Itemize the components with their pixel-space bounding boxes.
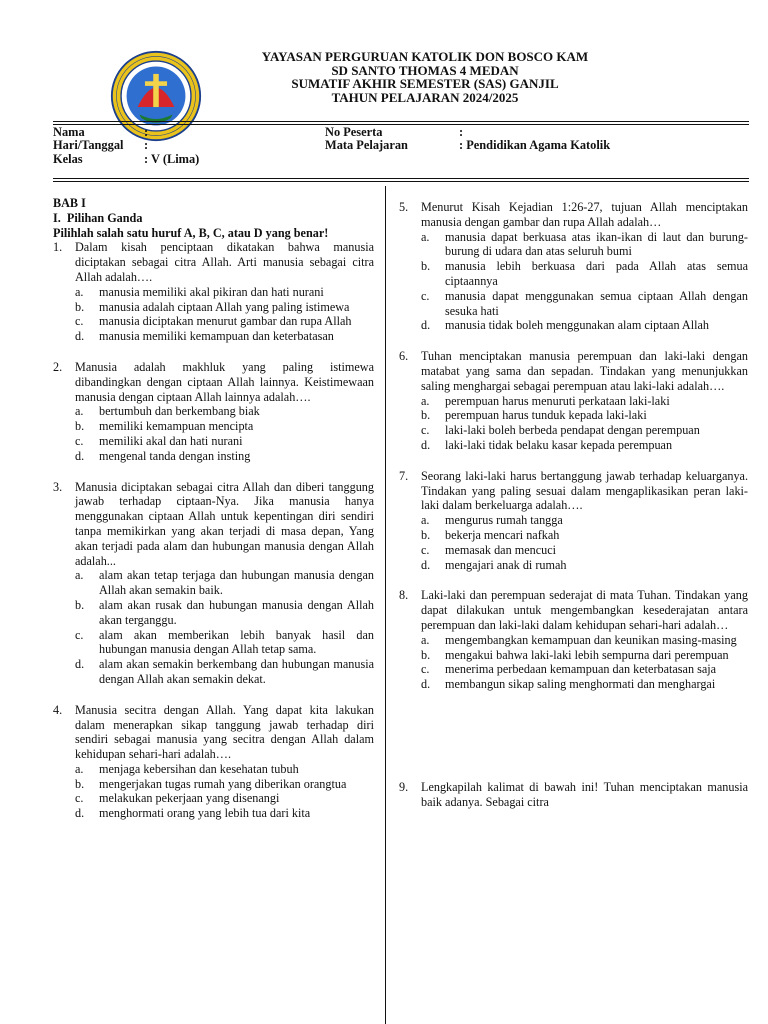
- hari-label: Hari/Tanggal: [53, 138, 124, 153]
- option-text: melakukan pekerjaan yang disenangi: [99, 791, 280, 806]
- option-text: manusia diciptakan menurut gambar dan rupa Allah: [99, 314, 352, 329]
- right-column: [399, 200, 748, 810]
- part-number: I.: [53, 210, 61, 225]
- answer-option: [75, 657, 374, 687]
- question-9: [399, 780, 748, 810]
- option-text: menerima perbedaan kemampuan dan keterbatasan saja: [445, 662, 717, 677]
- answer-option: [421, 423, 748, 438]
- option-text: bertumbuh dan berkembang biak: [99, 404, 260, 419]
- option-letter: d.: [421, 318, 431, 333]
- answer-option: [75, 314, 374, 329]
- question-number: 8.: [399, 588, 409, 603]
- option-text: manusia dapat berkuasa atas ikan-ikan di laut dan burung-burung di udara dan atas seluruh bumi: [445, 229, 748, 259]
- question-number: 9.: [399, 779, 409, 794]
- chapter-title: BAB I: [53, 196, 86, 210]
- option-text: perempuan harus tunduk kepada laki-laki: [445, 408, 647, 423]
- answer-option: [421, 438, 748, 453]
- question-number: 6.: [399, 349, 409, 364]
- divider: [53, 124, 749, 125]
- question-3: [53, 480, 374, 687]
- answer-option: [75, 777, 374, 792]
- option-letter: d.: [421, 437, 431, 452]
- answer-options: [75, 404, 374, 463]
- option-letter: b.: [75, 419, 85, 434]
- student-info-left: [53, 126, 353, 166]
- part-heading: [53, 211, 374, 226]
- school-year: TAHUN PELAJARAN 2024/2025: [331, 89, 519, 105]
- answer-option: [421, 318, 748, 333]
- answer-option: [75, 404, 374, 419]
- option-text: mengembangkan kemampuan dan keunikan masing-masing: [445, 632, 737, 647]
- answer-option: [421, 528, 748, 543]
- option-letter: d.: [421, 557, 431, 572]
- exam-name: SUMATIF AKHIR SEMESTER (SAS) GANJIL: [291, 76, 559, 92]
- question-7: [399, 469, 748, 573]
- answer-option: [421, 289, 748, 319]
- answer-option: [421, 633, 748, 648]
- option-letter: c.: [75, 314, 84, 329]
- answer-option: [421, 648, 748, 663]
- column-divider: [385, 186, 386, 1024]
- option-letter: c.: [421, 542, 430, 557]
- option-letter: a.: [421, 229, 430, 244]
- option-text: bekerja mencari nafkah: [445, 527, 560, 542]
- option-letter: d.: [421, 677, 431, 692]
- instruction: Pilihlah salah satu huruf A, B, C, atau D yang benar!: [53, 225, 329, 240]
- divider: [53, 178, 749, 179]
- option-text: manusia memiliki akal pikiran dan hati nurani: [99, 284, 324, 299]
- answer-option: [75, 762, 374, 777]
- option-text: laki-laki boleh berbeda pendapat dengan perempuan: [445, 423, 700, 438]
- option-letter: c.: [421, 662, 430, 677]
- option-letter: b.: [421, 408, 431, 423]
- option-letter: d.: [75, 657, 85, 672]
- divider: [53, 181, 749, 182]
- question-number: 3.: [53, 479, 63, 494]
- question-number: 4.: [53, 702, 63, 717]
- question-8: [399, 588, 748, 692]
- answer-option: [75, 329, 374, 344]
- option-letter: a.: [421, 393, 430, 408]
- option-letter: a.: [421, 632, 430, 647]
- left-column: [53, 196, 374, 821]
- question-text: Menurut Kisah Kejadian 1:26-27, tujuan Allah menciptakan manusia dengan gambar dan rupa Allah adalah…: [421, 200, 748, 229]
- option-text: memasak dan mencuci: [445, 542, 556, 557]
- option-text: manusia lebih berkuasa dari pada Allah atas semua ciptaannya: [445, 259, 748, 288]
- option-letter: b.: [421, 527, 431, 542]
- option-letter: d.: [75, 806, 85, 821]
- divider: [53, 121, 749, 122]
- option-letter: d.: [75, 448, 85, 463]
- answer-option: [421, 558, 748, 573]
- question-number: 1.: [53, 240, 63, 255]
- question-2: [53, 360, 374, 464]
- question-5: [399, 200, 748, 333]
- peserta-value: :: [459, 125, 464, 139]
- question-text: Manusia adalah makhluk yang paling istimewa dibandingkan dengan ciptaan Allah lainnya. Keistimewaan manusia dengan ciptaan Allah lainnya adalah….: [75, 359, 374, 404]
- document-header: [0, 44, 768, 112]
- option-text: mengerjakan tugas rumah yang diberikan orangtua: [99, 776, 347, 791]
- question-text: Seorang laki-laki harus bertanggung jawab terhadap keluarganya. Tindakan yang paling sesuai dalam mengaplikasikan peran laki-laki dalam berkeluarga adalah….: [421, 468, 748, 513]
- answer-option: [421, 513, 748, 528]
- option-letter: b.: [75, 597, 85, 612]
- option-letter: a.: [75, 568, 84, 583]
- answer-option: [75, 628, 374, 658]
- question-4: [53, 703, 374, 821]
- answer-option: [75, 568, 374, 598]
- option-text: memiliki akal dan hati nurani: [99, 433, 243, 448]
- header-title: [200, 50, 650, 104]
- answer-option: [75, 419, 374, 434]
- option-letter: b.: [421, 259, 431, 274]
- option-text: membangun sikap saling menghormati dan menghargai: [445, 677, 716, 692]
- answer-options: [421, 633, 748, 692]
- option-text: manusia tidak boleh menggunakan alam ciptaan Allah: [445, 318, 709, 333]
- question-text: Manusia secitra dengan Allah. Yang dapat kita lakukan dalam menerapkan sikap tanggung jawab terhadap diri sendiri sebagai manusia yang secitra dengan Allah dalam kehidupan sehari-hari adalah….: [75, 702, 374, 762]
- question-text: Lengkapilah kalimat di bawah ini! Tuhan menciptakan manusia baik adanya. Sebagai citra: [421, 779, 748, 809]
- nama-label: Nama: [53, 125, 85, 139]
- answer-options: [421, 513, 748, 572]
- answer-options: [75, 762, 374, 821]
- option-letter: b.: [421, 647, 431, 662]
- mapel-label: Mata Pelajaran: [325, 138, 408, 153]
- answer-option: [75, 434, 374, 449]
- option-text: alam akan memberikan lebih banyak hasil dan hubungan manusia dengan Allah tetap sama.: [99, 627, 374, 657]
- answer-option: [75, 806, 374, 821]
- answer-option: [75, 300, 374, 315]
- answer-option: [75, 791, 374, 806]
- hari-value: :: [144, 138, 149, 153]
- student-info-right: [325, 126, 745, 153]
- option-letter: c.: [75, 627, 84, 642]
- option-letter: c.: [75, 433, 84, 448]
- option-letter: a.: [421, 513, 430, 528]
- answer-option: [421, 230, 748, 260]
- option-text: mengakui bahwa laki-laki lebih sempurna dari perempuan: [445, 647, 729, 662]
- answer-option: [75, 449, 374, 464]
- option-text: menghormati orang yang lebih tua dari kita: [99, 806, 311, 821]
- option-text: manusia memiliki kemampuan dan keterbatasan: [99, 329, 334, 344]
- option-text: perempuan harus menuruti perkataan laki-laki: [445, 393, 670, 408]
- option-text: alam akan rusak dan hubungan manusia dengan Allah akan terganggu.: [99, 597, 374, 627]
- option-text: mengurus rumah tangga: [445, 513, 563, 528]
- answer-option: [75, 598, 374, 628]
- option-letter: c.: [421, 288, 430, 303]
- mapel-value: : Pendidikan Agama Katolik: [459, 138, 611, 153]
- option-letter: c.: [421, 423, 430, 438]
- option-letter: a.: [75, 761, 84, 776]
- answer-option: [421, 662, 748, 677]
- option-text: laki-laki tidak belaku kasar kepada perempuan: [445, 437, 673, 452]
- option-text: mengajari anak di rumah: [445, 557, 567, 572]
- option-letter: a.: [75, 404, 84, 419]
- school-name: SD SANTO THOMAS 4 MEDAN: [331, 62, 519, 78]
- option-letter: b.: [75, 299, 85, 314]
- option-letter: a.: [75, 284, 84, 299]
- option-text: mengenal tanda dengan insting: [99, 448, 251, 463]
- question-number: 2.: [53, 359, 63, 374]
- answer-options: [75, 568, 374, 686]
- answer-options: [421, 394, 748, 453]
- option-letter: b.: [75, 776, 85, 791]
- option-letter: c.: [75, 791, 84, 806]
- kelas-label: Kelas: [53, 151, 83, 166]
- question-text: Manusia diciptakan sebagai citra Allah dan diberi tanggung jawab terhadap ciptaan-Nya. Jika manusia hanya menggunakan ciptaan Allah untuk kepentingan diri sendiri tanpa memikirkan yang akan terjadi di masa depan, Yang akan terjadi pada alam dan hubungan manusia dengan Allah adalah...: [75, 479, 374, 568]
- option-text: manusia adalah ciptaan Allah yang paling istimewa: [99, 299, 350, 314]
- option-text: memiliki kemampuan mencipta: [99, 419, 254, 434]
- kelas-value: : V (Lima): [144, 151, 200, 166]
- question-1: [53, 240, 374, 344]
- peserta-label: No Peserta: [325, 125, 383, 139]
- part-title: Pilihan Ganda: [66, 210, 143, 225]
- question-text: Tuhan menciptakan manusia perempuan dan laki-laki dengan matabat yang sama dan sepadan. Tindakan yang menunjukkan saling menghargai sebagai perempuan atau laki-laki adalah….: [421, 349, 748, 393]
- question-number: 5.: [399, 200, 409, 214]
- option-letter: d.: [75, 329, 85, 344]
- answer-option: [421, 543, 748, 558]
- answer-option: [421, 394, 748, 409]
- answer-option: [421, 259, 748, 289]
- option-text: menjaga kebersihan dan kesehatan tubuh: [99, 761, 299, 776]
- foundation-name: YAYASAN PERGURUAN KATOLIK DON BOSCO KAM: [261, 49, 589, 64]
- option-text: manusia dapat menggunakan semua ciptaan Allah dengan sesuka hati: [445, 288, 748, 318]
- answer-options: [75, 285, 374, 344]
- question-text: Laki-laki dan perempuan sederajat di mata Tuhan. Tindakan yang dapat dilakukan untuk mengembangkan kesederajatan antara perempuan dan laki-laki dalam kehidupan sehari-hari adalah…: [421, 588, 748, 632]
- question-text: Dalam kisah penciptaan dikatakan bahwa manusia diciptakan sebagai citra Allah. Arti manusia sebagai citra Allah adalah….: [75, 240, 374, 284]
- option-text: alam akan tetap terjaga dan hubungan manusia dengan Allah akan semakin baik.: [99, 568, 374, 598]
- answer-option: [421, 677, 748, 692]
- answer-option: [75, 285, 374, 300]
- nama-value: :: [144, 125, 149, 139]
- answer-option: [421, 408, 748, 423]
- question-number: 7.: [399, 468, 409, 483]
- answer-options: [421, 230, 748, 334]
- question-6: [399, 349, 748, 453]
- option-text: alam akan semakin berkembang dan hubungan manusia dengan Allah akan semakin dekat.: [99, 657, 374, 686]
